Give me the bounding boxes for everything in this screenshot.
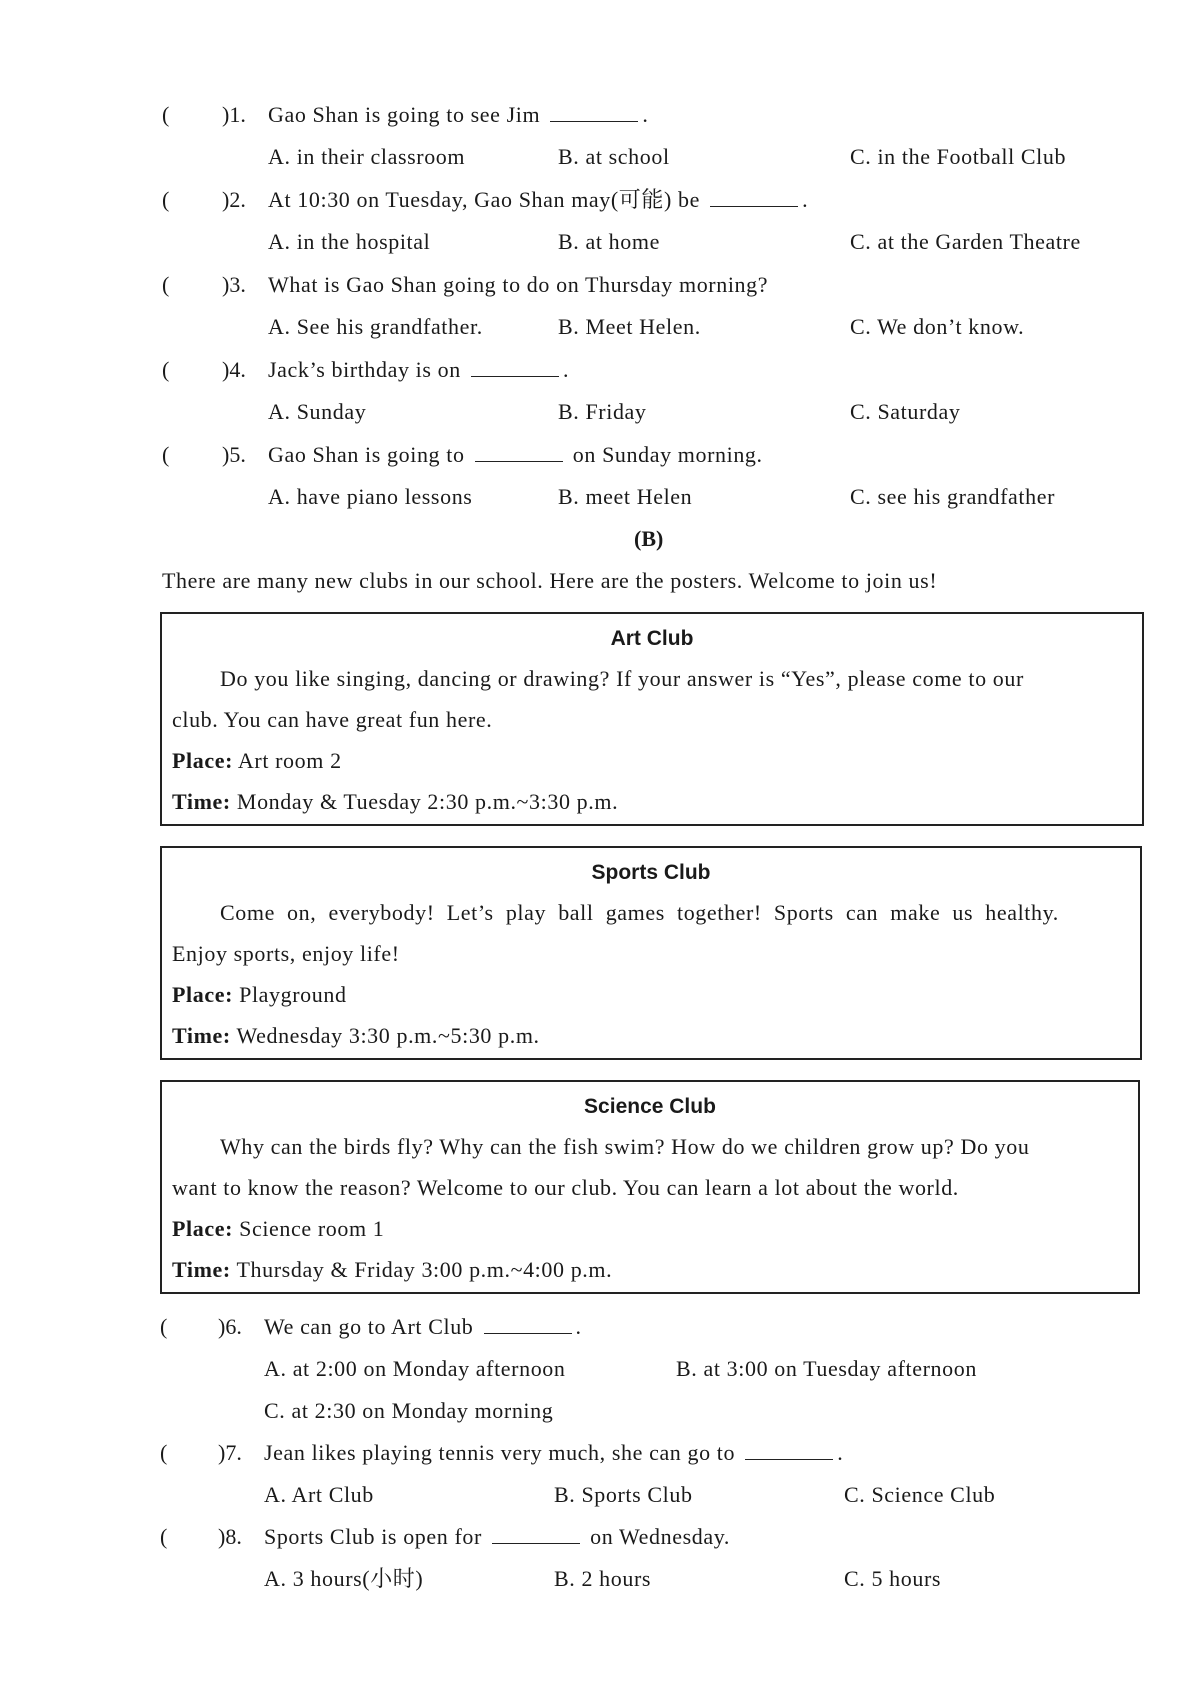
answer-blank [710, 186, 798, 207]
option-c: C. at 2:30 on Monday morning [264, 1398, 554, 1423]
option-b: B. meet Helen [558, 484, 693, 509]
answer-blank [745, 1439, 833, 1460]
answer-paren[interactable]: ( [162, 357, 170, 382]
question-number: )6. [218, 1314, 242, 1339]
time-value: Thursday & Friday 3:00 p.m.~4:00 p.m. [236, 1257, 613, 1282]
answer-blank [484, 1313, 572, 1334]
answer-blank [475, 441, 563, 462]
option-b: B. Meet Helen. [558, 314, 701, 339]
poster-place [172, 746, 342, 776]
stem-end: . [562, 357, 570, 382]
option-a: A. at 2:00 on Monday afternoon [264, 1356, 566, 1381]
question-stem [268, 355, 569, 385]
option-a: A. See his grandfather. [268, 314, 483, 339]
question-stem [264, 1312, 582, 1342]
place-label: Place: [172, 748, 234, 773]
poster-time [172, 1021, 540, 1051]
answer-paren[interactable]: ( [160, 1314, 168, 1339]
answer-blank [492, 1523, 580, 1544]
question-stem: What is Gao Shan going to do on Thursday morning? [268, 272, 769, 297]
option-c: C. in the Football Club [850, 144, 1067, 169]
time-label: Time: [172, 1257, 231, 1282]
time-label: Time: [172, 1023, 231, 1048]
poster-title: Art Club [610, 627, 694, 650]
question-stem [268, 100, 648, 130]
poster-body-line-1: Come on, everybody! Let’s play ball games together! Sports can make us healthy. [220, 900, 1059, 925]
poster-title: Sports Club [591, 861, 711, 884]
option-a: A. have piano lessons [268, 484, 473, 509]
question-stem [268, 440, 763, 470]
stem-text: Jean likes playing tennis very much, she can go to [264, 1440, 736, 1465]
option-a: A. 3 hours(小时) [264, 1566, 424, 1591]
question-stem [268, 185, 808, 215]
option-a: A. in their classroom [268, 144, 466, 169]
section-b-label: (B) [634, 526, 664, 551]
answer-paren[interactable]: ( [160, 1524, 168, 1549]
poster-place [172, 1214, 384, 1244]
time-value: Monday & Tuesday 2:30 p.m.~3:30 p.m. [236, 789, 619, 814]
stem-text: Gao Shan is going to see Jim [268, 102, 541, 127]
question-number: )1. [222, 102, 246, 127]
time-value: Wednesday 3:30 p.m.~5:30 p.m. [236, 1023, 540, 1048]
option-b: B. at 3:00 on Tuesday afternoon [676, 1356, 977, 1381]
stem-end: on Wednesday. [590, 1524, 730, 1549]
place-value: Playground [239, 982, 347, 1007]
poster-body-line-2: want to know the reason? Welcome to our club. You can learn a lot about the world. [172, 1175, 959, 1200]
option-c: C. 5 hours [844, 1566, 942, 1591]
option-c: C. Saturday [850, 399, 961, 424]
answer-blank [550, 101, 638, 122]
stem-end: . [575, 1314, 582, 1339]
answer-paren[interactable]: ( [162, 102, 170, 127]
stem-end: . [802, 187, 809, 212]
answer-paren[interactable]: ( [162, 272, 170, 297]
place-label: Place: [172, 1216, 234, 1241]
question-number: )5. [222, 442, 246, 467]
stem-text: Sports Club is open for [264, 1524, 482, 1549]
poster-body-line-2: Enjoy sports, enjoy life! [172, 941, 400, 966]
option-a: A. in the hospital [268, 229, 431, 254]
poster-science-club [160, 1080, 1140, 1294]
option-b: B. 2 hours [554, 1566, 652, 1591]
option-c: C. see his grandfather [850, 484, 1056, 509]
option-c: C. We don’t know. [850, 314, 1025, 339]
poster-time [172, 1255, 612, 1285]
stem-text: We can go to Art Club [264, 1314, 474, 1339]
question-number: )4. [222, 357, 246, 382]
option-b: B. Friday [558, 399, 647, 424]
poster-body-line-1: Do you like singing, dancing or drawing? If your answer is “Yes”, please come to our [220, 666, 1024, 691]
stem-text: Jack’s birthday is on [268, 357, 461, 382]
question-stem [264, 1522, 730, 1552]
stem-end: . [642, 102, 649, 127]
poster-title: Science Club [584, 1095, 716, 1118]
poster-art-club [160, 612, 1144, 826]
stem-end: on Sunday morning. [572, 442, 763, 467]
option-b: B. at home [558, 229, 660, 254]
place-value: Science room 1 [239, 1216, 385, 1241]
option-b: B. at school [558, 144, 670, 169]
option-c: C. Science Club [844, 1482, 996, 1507]
stem-text: At 10:30 on Tuesday, Gao Shan may(可能) be [268, 187, 700, 212]
poster-time [172, 787, 618, 817]
answer-paren[interactable]: ( [162, 442, 170, 467]
question-number: )7. [218, 1440, 242, 1465]
option-a: A. Sunday [268, 399, 367, 424]
question-number: )3. [222, 272, 246, 297]
question-number: )2. [222, 187, 246, 212]
question-number: )8. [218, 1524, 242, 1549]
poster-place [172, 980, 347, 1010]
question-stem [264, 1438, 843, 1468]
place-value: Art room 2 [237, 748, 342, 773]
poster-body-line-1: Why can the birds fly? Why can the fish swim? How do we children grow up? Do you [220, 1134, 1030, 1159]
stem-end: . [837, 1440, 844, 1465]
place-label: Place: [172, 982, 234, 1007]
option-a: A. Art Club [264, 1482, 374, 1507]
option-b: B. Sports Club [554, 1482, 693, 1507]
poster-sports-club [160, 846, 1142, 1060]
section-intro: There are many new clubs in our school. Here are the posters. Welcome to join us! [162, 568, 938, 593]
answer-paren[interactable]: ( [162, 187, 170, 212]
time-label: Time: [172, 789, 231, 814]
answer-paren[interactable]: ( [160, 1440, 168, 1465]
option-c: C. at the Garden Theatre [850, 229, 1081, 254]
stem-text: Gao Shan is going to [268, 442, 465, 467]
answer-blank [471, 356, 559, 377]
poster-body-line-2: club. You can have great fun here. [172, 707, 493, 732]
